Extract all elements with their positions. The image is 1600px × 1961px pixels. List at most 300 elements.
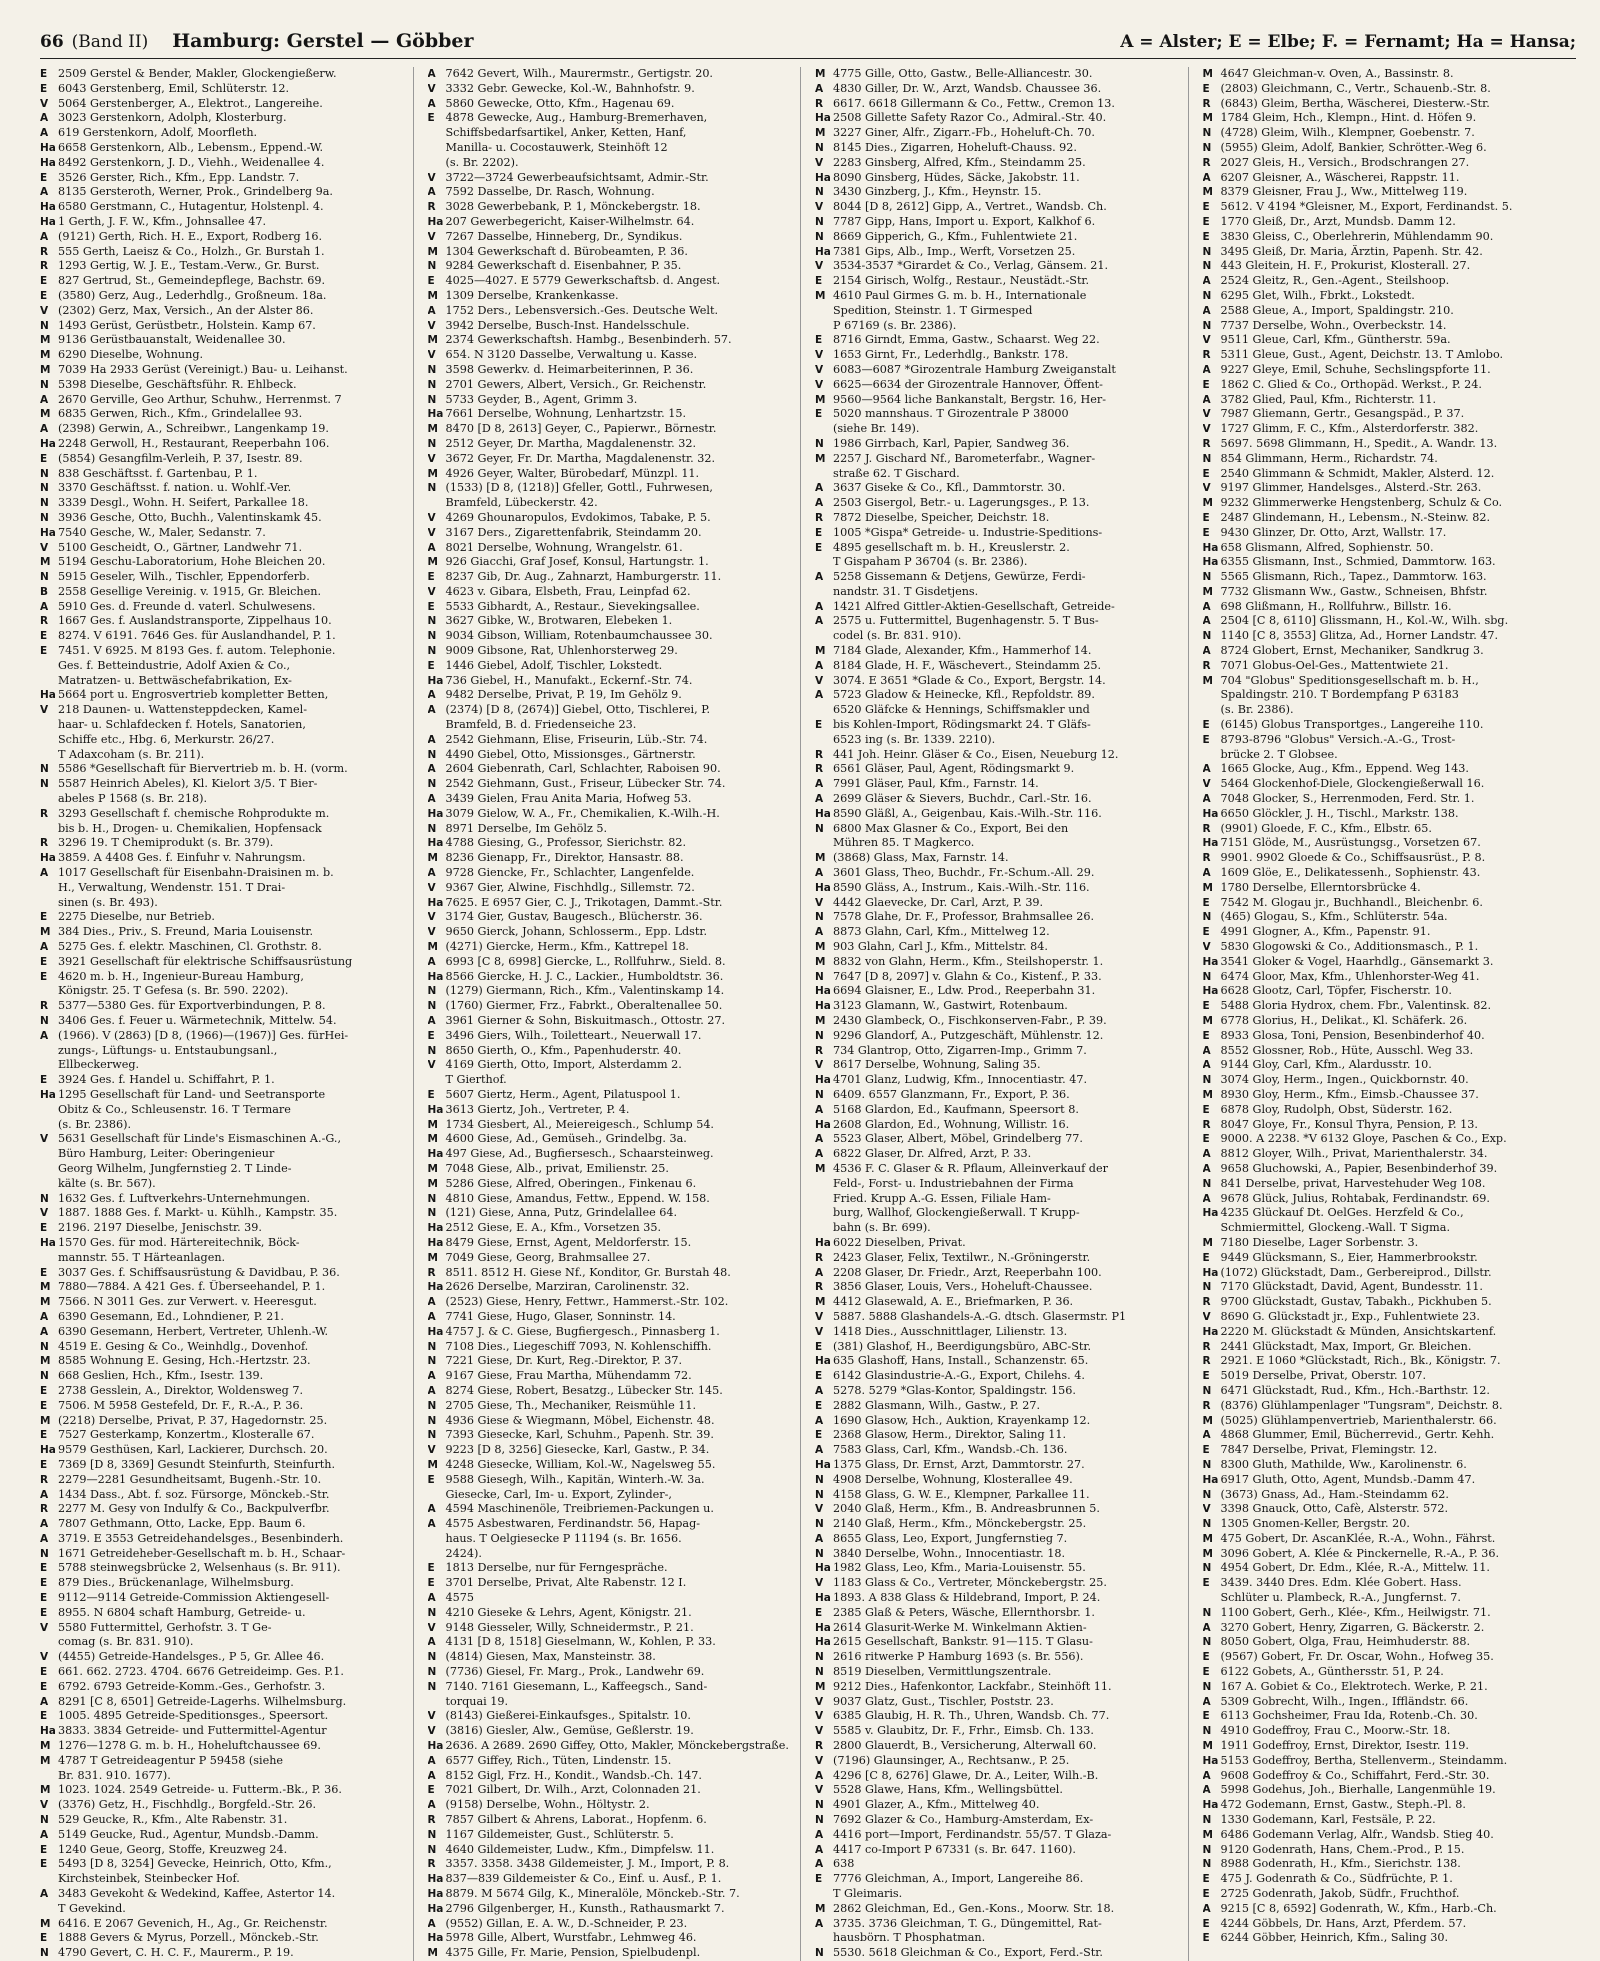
directory-entry	[40, 171, 405, 186]
entry-text: 1752 Ders., Lebensversich.-Ges. Deutsche Welt.	[445, 303, 718, 317]
directory-entry	[815, 1280, 1180, 1295]
directory-entry	[1203, 659, 1569, 674]
exchange-code: M	[815, 955, 826, 968]
exchange-code: E	[815, 1429, 823, 1442]
directory-entry	[815, 437, 1180, 452]
directory-entry	[1203, 1414, 1569, 1429]
exchange-code: M	[40, 408, 51, 421]
directory-entry	[428, 1709, 793, 1724]
directory-entry	[40, 111, 405, 126]
entry-text: Manilla- u. Cocostauwerk, Steinhöft 12	[445, 140, 668, 154]
entry-text: 9136 Gerüstbauanstalt, Weidenallee 30.	[58, 333, 286, 347]
exchange-code: Ha	[1202, 1266, 1219, 1279]
entry-text: 2487 Glindemann, H., Lebensm., N.-Steinw. 82.	[1220, 510, 1491, 524]
exchange-code: A	[427, 1799, 436, 1812]
entry-text: 1434 Dass., Abt. f. soz. Fürsorge, Mönckeb.-Str.	[58, 1487, 330, 1501]
entry-text: 8090 Ginsberg, Hüdes, Säcke, Jakobstr. 11.	[833, 170, 1080, 184]
directory-entry	[1203, 1058, 1569, 1073]
directory-entry	[1203, 259, 1569, 274]
entry-text: 2558 Gesellige Vereinig. v. 1915, Gr. Bleichen.	[58, 584, 322, 598]
directory-entry	[815, 866, 1180, 881]
directory-entry	[815, 1014, 1180, 1029]
directory-entry	[428, 1769, 793, 1784]
entry-text: 1888 Gevers & Myrus, Porzell., Mönckeb.-Str.	[58, 1931, 319, 1945]
exchange-code: Ha	[40, 1725, 56, 1738]
directory-entry	[428, 1458, 793, 1473]
directory-entry	[40, 274, 405, 289]
directory-entry	[428, 1739, 793, 1754]
directory-entry	[40, 1147, 405, 1162]
entry-text: Bramfeld, B. d. Friedenseiche 23.	[445, 718, 637, 732]
directory-entry	[428, 1917, 793, 1932]
entry-text: (5854) Gesangfilm-Verleih, P. 37, Isestr. 89.	[58, 451, 303, 465]
entry-text: 8184 Glade, H. F., Wäschevert., Steindamm 25.	[833, 658, 1102, 672]
exchange-code: R	[427, 1266, 436, 1279]
entry-text: 1982 Glass, Leo, Kfm., Maria-Louisenstr. 55.	[833, 1561, 1086, 1575]
exchange-code: E	[815, 1370, 823, 1383]
directory-entry	[815, 1073, 1180, 1088]
directory-entry	[1203, 1724, 1569, 1739]
exchange-code: E	[1202, 1029, 1210, 1042]
entry-text: 2368 Glasow, Herm., Direktor, Saling 11.	[833, 1428, 1067, 1442]
entry-text: 3439. 3440 Dres. Edm. Klée Gobert. Hass.	[1220, 1576, 1462, 1590]
entry-text: 7647 [D 8, 2097] v. Glahn & Co., Kistenf., P. 33.	[833, 969, 1102, 983]
directory-entry	[1203, 541, 1569, 556]
directory-entry	[428, 1103, 793, 1118]
directory-entry	[1203, 1828, 1569, 1843]
entry-text: 654. N 3120 Dasselbe, Verwaltung u. Kasse.	[445, 348, 698, 362]
directory-entry	[428, 467, 793, 482]
directory-entry	[40, 1591, 405, 1606]
entry-text: 5064 Gerstenberger, A., Elektrot., Langereihe.	[58, 96, 323, 110]
exchange-code: M	[1202, 68, 1213, 80]
exchange-code: N	[427, 363, 437, 376]
directory-entry	[40, 1058, 405, 1073]
directory-entry	[1203, 1162, 1569, 1177]
exchange-code: V	[427, 881, 436, 894]
entry-text: 3856 Glaser, Louis, Vers., Hoheluft-Chaussee.	[833, 1280, 1093, 1294]
entry-text: 4131 [D 8, 1518] Gieselmann, W., Kohlen, P. 33.	[445, 1635, 716, 1649]
directory-entry	[1203, 1680, 1569, 1695]
entry-text: 2636. A 2689. 2690 Giffey, Otto, Makler, Mönckebergstraße.	[445, 1739, 789, 1753]
entry-text: 1986 Girrbach, Karl, Papier, Sandweg 36.	[833, 436, 1070, 450]
entry-text: 7583 Glass, Carl, Kfm., Wandsb.-Ch. 136.	[833, 1443, 1068, 1457]
entry-text: 4868 Glummer, Emil, Bücherrevid., Gertr. Kehh.	[1220, 1428, 1495, 1442]
exchange-code: M	[427, 334, 438, 347]
directory-entry	[1203, 1547, 1569, 1562]
directory-entry	[1203, 126, 1569, 141]
directory-entry	[815, 1798, 1180, 1813]
entry-text: 5398 Dieselbe, Geschäftsführ. R. Ehlbeck.	[58, 377, 297, 391]
exchange-code: Ha	[1202, 955, 1219, 968]
directory-entry	[815, 245, 1180, 260]
exchange-code: N	[40, 571, 49, 584]
directory-entry	[815, 1340, 1180, 1355]
exchange-code: Ha	[815, 1621, 831, 1634]
entry-text: 8793-8796 "Globus" Versich.-A.-G., Trost-	[1220, 732, 1456, 746]
directory-entry	[428, 1902, 793, 1917]
exchange-code: A	[1202, 1902, 1211, 1915]
exchange-code: V	[1202, 408, 1211, 421]
directory-entry	[428, 452, 793, 467]
directory-entry	[1203, 1088, 1569, 1103]
directory-entry	[1203, 970, 1569, 985]
directory-entry	[815, 1695, 1180, 1710]
directory-entry	[1203, 289, 1569, 304]
directory-entry	[40, 570, 405, 585]
entry-text: 1784 Gleim, Hch., Klempn., Hint. d. Höfen 9.	[1220, 111, 1477, 125]
entry-text: 497 Giese, Ad., Bugfiersesch., Schaarsteinweg.	[445, 1147, 714, 1161]
entry-text: 2040 Glaß, Herm., Kfm., B. Andreasbrunnen 5.	[833, 1502, 1100, 1516]
entry-text: 1304 Gewerkschaft d. Bürobeamten, P. 36.	[445, 244, 688, 258]
directory-entry	[40, 984, 405, 999]
directory-entry	[1203, 896, 1569, 911]
directory-entry	[40, 940, 405, 955]
exchange-code: Ha	[815, 881, 831, 894]
entry-text: 4908 Derselbe, Wohnung, Klosterallee 49.	[833, 1472, 1073, 1486]
directory-entry	[1203, 1177, 1569, 1192]
entry-text: 6471 Glückstadt, Rud., Kfm., Hch.-Barthstr. 12.	[1220, 1383, 1490, 1397]
exchange-code: A	[1202, 171, 1211, 184]
entry-text: 9296 Glandorf, A., Putzgeschäft, Mühlenstr. 12.	[833, 1028, 1104, 1042]
directory-entry	[40, 1414, 405, 1429]
directory-entry	[428, 111, 793, 126]
entry-text: 9212 Dies., Hafenkontor, Lackfabr., Steinhöft 11.	[833, 1679, 1112, 1693]
exchange-code: Ha	[427, 896, 444, 909]
exchange-code: N	[40, 763, 49, 776]
directory-entry	[1203, 1458, 1569, 1473]
exchange-code: M	[40, 1281, 51, 1294]
entry-text: 7540 Gesche, W., Maler, Sedanstr. 7.	[58, 525, 266, 539]
directory-entry	[815, 1769, 1180, 1784]
exchange-code: V	[427, 82, 436, 95]
entry-text: Mühren 85. T Magkerco.	[833, 836, 975, 850]
directory-entry	[815, 718, 1180, 733]
exchange-code: R	[1202, 437, 1211, 450]
entry-text: 7642 Gevert, Wilh., Maurermstr., Gertigstr. 20.	[445, 67, 713, 80]
directory-entry	[1203, 1295, 1569, 1310]
entry-text: 2588 Gleue, A., Import, Spaldingstr. 210.	[1220, 303, 1454, 317]
entry-text: (1072) Glückstadt, Dam., Gerbereiprod., Dillstr.	[1220, 1265, 1492, 1279]
entry-text: (s. Br. 2202).	[445, 155, 519, 169]
entry-text: 6822 Glaser, Dr. Alfred, Arzt, P. 33.	[833, 1147, 1032, 1161]
exchange-code: Ha	[815, 985, 831, 998]
entry-text: 5580 Futtermittel, Gerhofstr. 3. T Ge-	[58, 1620, 272, 1634]
exchange-code: A	[427, 955, 436, 968]
directory-entry	[815, 467, 1180, 482]
directory-entry	[1203, 1517, 1569, 1532]
directory-entry	[1203, 777, 1569, 792]
entry-text: 4594 Maschinenöle, Treibriemen-Packungen u.	[445, 1502, 714, 1516]
directory-entry	[40, 1650, 405, 1665]
directory-entry	[1203, 1014, 1569, 1029]
directory-entry	[40, 1843, 405, 1858]
exchange-code: V	[427, 585, 436, 598]
exchange-code: N	[1202, 260, 1212, 273]
directory-entry	[815, 1162, 1180, 1177]
entry-text: 1309 Derselbe, Krankenkasse.	[445, 288, 619, 302]
directory-entry	[815, 1606, 1180, 1621]
exchange-code: E	[1202, 1444, 1210, 1457]
entry-text: 1446 Giebel, Adolf, Tischler, Lokstedt.	[445, 658, 663, 672]
directory-entry	[815, 1354, 1180, 1369]
entry-text: Schmiermittel, Glockeng.-Wall. T Sigma.	[1220, 1221, 1451, 1235]
entry-text: 7527 Gesterkamp, Konzertm., Klosteralle 67.	[58, 1428, 315, 1442]
entry-text: (381) Glashof, H., Beerdigungsbüro, ABC-Str.	[833, 1339, 1092, 1353]
directory-entry	[40, 1192, 405, 1207]
directory-entry	[40, 1798, 405, 1813]
directory-entry	[428, 348, 793, 363]
entry-text: 218 Daunen- u. Wattensteppdecken, Kamel-	[58, 703, 308, 717]
directory-entry	[1203, 1384, 1569, 1399]
entry-text: 6207 Gleisner, A., Wäscherei, Rappstr. 11.	[1220, 170, 1460, 184]
directory-entry	[40, 407, 405, 422]
entry-text: 5464 Glockenhof-Diele, Glockengießerwall 16.	[1220, 777, 1485, 791]
exchange-code: M	[1202, 1015, 1213, 1027]
directory-entry	[815, 1058, 1180, 1073]
directory-entry	[428, 259, 793, 274]
entry-text: abeles P 1568 (s. Br. 218).	[58, 792, 208, 806]
entry-text: 6385 Glaubig, H. R. Th., Uhren, Wandsb. Ch. 77.	[833, 1709, 1110, 1723]
entry-text: 4536 F. C. Glaser & R. Pflaum, Alleinverkauf der	[833, 1161, 1108, 1175]
directory-entry	[40, 1029, 405, 1044]
exchange-code: E	[40, 645, 48, 658]
entry-text: 441 Joh. Heinr. Gläser & Co., Eisen, Neueburg 12.	[833, 747, 1119, 761]
exchange-code: N	[427, 630, 437, 643]
entry-text: 841 Derselbe, privat, Harvestehuder Weg 108.	[1220, 1176, 1486, 1190]
entry-text: 9449 Glücksmann, S., Eier, Hammerbrookstr.	[1220, 1250, 1478, 1264]
entry-text: 6043 Gerstenberg, Emil, Schlüterstr. 12.	[58, 81, 290, 95]
directory-entry	[815, 1325, 1180, 1340]
exchange-code: N	[815, 1473, 824, 1486]
exchange-code: E	[40, 68, 48, 80]
directory-entry	[40, 1813, 405, 1828]
exchange-code: N	[427, 645, 437, 658]
exchange-code: Ha	[815, 1000, 831, 1013]
directory-entry	[428, 289, 793, 304]
directory-entry	[40, 1739, 405, 1754]
entry-text: Schlüter u. Plambeck, R.-A., Jungfernst. 7.	[1220, 1591, 1461, 1605]
exchange-code: A	[427, 1769, 436, 1782]
entry-text: 8300 Gluth, Mathilde, Ww., Karolinenstr. 6.	[1220, 1457, 1467, 1471]
directory-entry	[815, 1576, 1180, 1591]
entry-text: 4519 E. Gesing & Co., Weinhdlg., Dovenhof.	[58, 1339, 309, 1353]
exchange-code: R	[40, 1473, 49, 1486]
entry-text: 5860 Gewecke, Otto, Kfm., Hagenau 69.	[445, 96, 675, 110]
directory-entry	[40, 1384, 405, 1399]
entry-text: 7071 Globus-Oel-Ges., Mattentwiete 21.	[1220, 658, 1449, 672]
entry-text: 9511 Gleue, Carl, Kfm., Güntherstr. 59a.	[1220, 333, 1451, 347]
entry-text: 668 Geslien, Hch., Kfm., Isestr. 139.	[58, 1369, 264, 1383]
directory-entry	[1203, 600, 1569, 615]
directory-entry	[1203, 1843, 1569, 1858]
exchange-code: M	[815, 393, 826, 406]
entry-text: 6625—6634 der Girozentrale Hannover, Öffent-	[833, 377, 1103, 391]
directory-entry	[428, 940, 793, 955]
exchange-code: A	[815, 1769, 824, 1782]
directory-entry	[40, 881, 405, 896]
column-4	[1203, 67, 1577, 1961]
entry-text: 9658 Gluchowski, A., Papier, Besenbinderhof 39.	[1220, 1161, 1498, 1175]
exchange-code: E	[1202, 1888, 1210, 1901]
directory-entry	[40, 718, 405, 733]
entry-text: 4790 Gevert, C. H. C. F., Maurerm., P. 19.	[58, 1946, 294, 1960]
directory-entry	[815, 1399, 1180, 1414]
entry-text: 1305 Gnomen-Keller, Bergstr. 20.	[1220, 1517, 1410, 1531]
directory-entry	[428, 1147, 793, 1162]
exchange-code: N	[1202, 452, 1212, 465]
directory-entry	[428, 1236, 793, 1251]
directory-entry	[40, 851, 405, 866]
directory-entry	[428, 1295, 793, 1310]
exchange-code: A	[427, 1518, 436, 1531]
directory-entry	[815, 1857, 1180, 1872]
entry-text: 7369 [D 8, 3369] Gesundt Steinfurth, Steinfurth.	[58, 1457, 336, 1471]
exchange-code: N	[40, 1192, 49, 1205]
exchange-code: V	[427, 1621, 436, 1634]
directory-entry	[40, 1206, 405, 1221]
entry-text: 6694 Glaisner, E., Ldw. Prod., Reeperbahn 31.	[833, 984, 1096, 998]
entry-text: 3921 Gesellschaft für elektrische Schiffsausrüstung	[58, 954, 353, 968]
entry-text: 9000. A 2238. *V 6132 Gloye, Paschen & Co., Exp.	[1220, 1132, 1507, 1146]
entry-text: 4936 Giese & Wiegmann, Möbel, Eichenstr. 48.	[445, 1413, 715, 1427]
entry-text: 2670 Gerville, Geo Arthur, Schuhw., Herrenmst. 7	[58, 392, 342, 406]
exchange-code: A	[815, 1103, 824, 1116]
exchange-code: A	[40, 1532, 49, 1545]
directory-entry	[40, 910, 405, 925]
entry-text: 5723 Gladow & Heinecke, Kfl., Repfoldstr. 89.	[833, 688, 1095, 702]
directory-entry	[40, 1177, 405, 1192]
entry-text: 5586 *Gesellschaft für Biervertrieb m. b. H. (vorm.	[58, 762, 348, 776]
directory-entry	[1203, 200, 1569, 215]
exchange-code: A	[815, 867, 824, 880]
directory-entry	[815, 1843, 1180, 1858]
entry-text: 3332 Gebr. Gewecke, Kol.-W., Bahnhofstr. 9.	[445, 81, 695, 95]
entry-text: Feld-, Forst- u. Industriebahnen der Firma	[833, 1176, 1074, 1190]
entry-text: Georg Wilhelm, Jungfernstieg 2. T Linde-	[58, 1161, 292, 1175]
entry-text: 4640 Gildemeister, Ludw., Kfm., Dimpfelsw. 11.	[445, 1842, 715, 1856]
exchange-code: N	[40, 1547, 49, 1560]
exchange-code: V	[427, 452, 436, 465]
exchange-code: A	[815, 659, 824, 672]
entry-text: 734 Glantrop, Otto, Zigarren-Imp., Grimm 7.	[833, 1043, 1087, 1057]
entry-text: 837—839 Gildemeister & Co., Einf. u. Ausf., P. 1.	[445, 1872, 722, 1886]
entry-text: 3534-3537 *Girardet & Co., Verlag, Gänsem. 21.	[833, 259, 1109, 273]
directory-entry	[40, 955, 405, 970]
directory-entry	[815, 422, 1180, 437]
exchange-code: N	[40, 1370, 49, 1383]
directory-entry	[40, 1769, 405, 1784]
exchange-code: R	[1202, 349, 1211, 362]
entry-text: 7692 Glazer & Co., Hamburg-Amsterdam, Ex-	[833, 1813, 1094, 1827]
entry-text: 6416. E 2067 Gevenich, H., Ag., Gr. Reichenstr.	[58, 1916, 328, 1930]
entry-text: 8050 Gobert, Olga, Frau, Heimhuderstr. 88.	[1220, 1635, 1471, 1649]
entry-text: 3719. E 3553 Getreidehandelsges., Besenbinderh.	[58, 1531, 344, 1545]
directory-entry	[1203, 156, 1569, 171]
exchange-code: N	[40, 319, 49, 332]
entry-text: 8152 Gigl, Frz. H., Kondit., Wandsb.-Ch. 147.	[445, 1768, 702, 1782]
exchange-code: R	[815, 97, 824, 110]
directory-entry	[815, 600, 1180, 615]
entry-text: 8590 Gläßl, A., Geigenbau, Kais.-Wilh.-Str. 116.	[833, 806, 1102, 820]
entry-text: 6650 Glöckler, J. H., Tischl., Markstr. 138.	[1220, 806, 1459, 820]
directory-entry	[40, 792, 405, 807]
directory-entry	[815, 407, 1180, 422]
directory-entry	[815, 1902, 1180, 1917]
directory-entry	[1203, 393, 1569, 408]
directory-entry	[40, 511, 405, 526]
entry-text: 8617 Derselbe, Wohnung, Saling 35.	[833, 1058, 1041, 1072]
entry-text: 6355 Glismann, Inst., Schmied, Dammtorw. 163.	[1220, 555, 1496, 569]
directory-entry	[1203, 1192, 1569, 1207]
entry-text: 6113 Gochsheimer, Frau Ida, Rotenb.-Ch. 30.	[1220, 1709, 1478, 1723]
directory-entry	[428, 319, 793, 334]
entry-text: 2508 Gillette Safety Razor Co., Admiral.-Str. 40.	[833, 111, 1107, 125]
exchange-code: N	[1202, 1281, 1212, 1294]
entry-text: 2725 Godenrath, Jakob, Südfr., Fruchthof.	[1220, 1887, 1460, 1901]
directory-entry	[815, 200, 1180, 215]
exchange-code: R	[815, 748, 824, 761]
exchange-code: V	[1202, 1503, 1211, 1516]
directory-entry	[40, 762, 405, 777]
directory-entry	[1203, 1473, 1569, 1488]
entry-text: 8988 Godenrath, H., Kfm., Sierichstr. 138.	[1220, 1857, 1461, 1871]
exchange-code: R	[40, 807, 49, 820]
directory-entry	[428, 748, 793, 763]
exchange-code: N	[1202, 127, 1212, 140]
entry-text: 9232 Glimmerwerke Hengstenberg, Schulz & Co.	[1220, 496, 1503, 510]
entry-text: 9560—9564 liche Bankanstalt, Bergstr. 16, Her-	[833, 392, 1107, 406]
directory-entry	[428, 733, 793, 748]
entry-text: 2862 Gleichman, Ed., Gen.-Kons., Moorw. Str. 18.	[833, 1901, 1115, 1915]
entry-text: 3936 Gesche, Otto, Buchh., Valentinskamk 45.	[58, 510, 322, 524]
exchange-code: V	[815, 1695, 824, 1708]
entry-text: 9579 Gesthüsen, Karl, Lackierer, Durchsch. 20.	[58, 1443, 328, 1457]
exchange-code: Ha	[427, 1873, 444, 1886]
directory-entry	[40, 1576, 405, 1591]
directory-entry	[428, 955, 793, 970]
entry-text: 2196. 2197 Dieselbe, Jenischstr. 39.	[58, 1221, 262, 1235]
entry-text: 7048 Giese, Alb., privat, Emilienstr. 25.	[445, 1161, 669, 1175]
entry-text: 7566. N 3011 Ges. zur Verwert. v. Heeresgut.	[58, 1295, 317, 1309]
exchange-code: A	[40, 1888, 49, 1901]
exchange-code: V	[815, 1059, 824, 1072]
column-3	[815, 67, 1189, 1961]
entry-text: 7140. 7161 Giesemann, L., Kaffeegsch., Sand-	[445, 1679, 708, 1693]
entry-text: 7872 Dieselbe, Speicher, Deichstr. 18.	[833, 510, 1050, 524]
exchange-code: N	[427, 615, 437, 628]
exchange-code: E	[40, 955, 48, 968]
exchange-code: E	[40, 1666, 48, 1679]
entry-text: 2027 Gleis, H., Versich., Brodschrangen 27.	[1220, 155, 1470, 169]
directory-entry	[40, 200, 405, 215]
directory-entry	[428, 644, 793, 659]
directory-entry	[40, 1635, 405, 1650]
entry-text: 2140 Glaß, Herm., Kfm., Mönckebergstr. 25.	[833, 1517, 1087, 1531]
entry-text: 2542 Giehmann, Gust., Friseur, Lübecker Str. 74.	[445, 777, 726, 791]
directory-entry	[40, 1340, 405, 1355]
directory-entry	[40, 97, 405, 112]
directory-entry	[1203, 1399, 1569, 1414]
directory-entry	[1203, 526, 1569, 541]
exchange-code: Ha	[815, 171, 831, 184]
directory-entry	[1203, 422, 1569, 437]
entry-text: (siehe Br. 149).	[833, 422, 920, 436]
entry-text: 167 A. Gobiet & Co., Elektrotech. Werke, P. 21.	[1220, 1679, 1488, 1693]
exchange-code: A	[815, 1828, 824, 1841]
exchange-code: E	[40, 1562, 48, 1575]
exchange-code: N	[1202, 970, 1212, 983]
